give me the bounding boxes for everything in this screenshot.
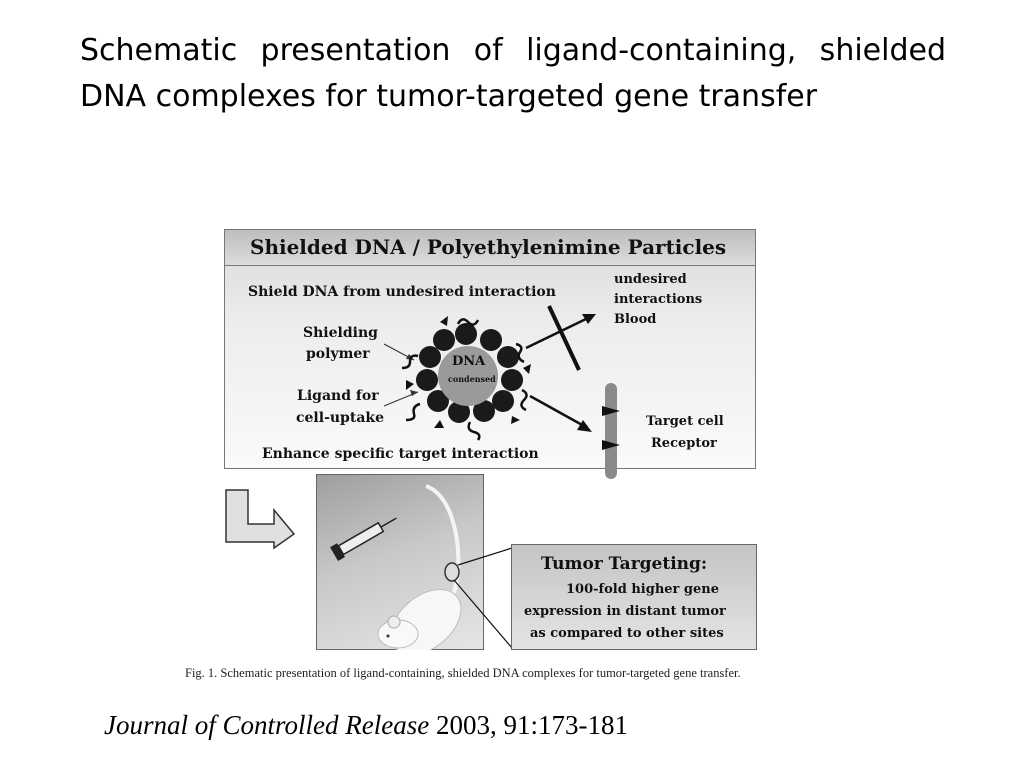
target-label-line-2: Receptor (651, 436, 717, 451)
tumor-title: Tumor Targeting: (541, 554, 708, 574)
figure-caption: Fig. 1. Schematic presentation of ligand-containing, shielded DNA complexes for tumor-targeted gene transfer. (185, 666, 741, 680)
connector-line (458, 548, 512, 565)
citation-details: 2003, 91:173-181 (429, 710, 628, 740)
condensed-label: condensed (448, 374, 496, 384)
dna-label: DNA (452, 354, 486, 369)
undesired-label-line-1: undesired (614, 272, 687, 287)
connector-line (454, 580, 512, 648)
slide-title: Schematic presentation of ligand-containing, shielded DNA complexes for tumor-targeted gene transfer (80, 33, 946, 114)
enhance-heading: Enhance specific target interaction (262, 446, 539, 462)
citation (104, 710, 628, 741)
shield-heading: Shield DNA from undesired interaction (248, 284, 556, 300)
tumor-line-2: expression in distant tumor (524, 604, 726, 619)
ligand-label-line-1: Ligand for (297, 388, 379, 404)
panel-title: Shielded DNA / Polyethylenimine Particles (250, 235, 727, 259)
tumor-line-1: 100-fold higher gene (566, 582, 720, 597)
undesired-label-line-2: interactions (614, 292, 703, 307)
tumor-line-3: as compared to other sites (530, 626, 724, 641)
shielding-label-line-1: Shielding (303, 325, 378, 341)
citation-journal: Journal of Controlled Release (104, 710, 430, 740)
ligand-label-line-2: cell-uptake (296, 410, 384, 426)
undesired-label-line-3: Blood (614, 312, 657, 327)
target-label-line-1: Target cell (646, 414, 724, 429)
shielding-label-line-2: polymer (306, 346, 370, 362)
